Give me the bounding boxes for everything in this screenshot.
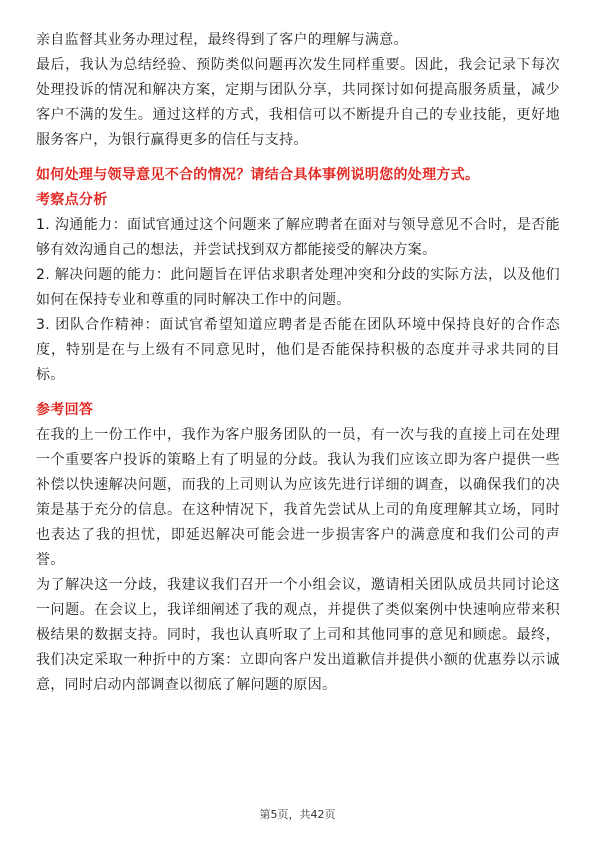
- intro-paragraph: 最后，我认为总结经验、预防类似问题再次发生同样重要。因此，我会记录下每次处理投诉的情况和解决方案，定期与团队分享，共同探讨如何提高服务质量，减少客户不满的发生。通过这样的方式，我相信可以不断提升自己的专业技能，更好地服务客户，为银行赢得更多的信任与支持。: [36, 57, 560, 148]
- answer-paragraph: 在我的上一份工作中，我作为客户服务团队的一员，有一次与我的直接上司在处理一个重要客户投诉的策略上有了明显的分歧。我认为我们应该立即为客户提供一些补偿以快速解决问题，而我的上司则认为应该先进行详细的调查，以确保我们的决策是基于充分的信息。在这种情况下，我首先尝试从上司的角度理解其立场，同时也表达了我的担忧，即延迟解决可能会进一步损害客户的满意度和我们公司的声誉。: [36, 427, 560, 568]
- page-footer: 第5页，共42页: [259, 808, 336, 821]
- intro-paragraph: 亲自监督其业务办理过程，最终得到了客户的理解与满意。: [36, 32, 408, 48]
- analysis-item: 2. 解决问题的能力：此问题旨在评估求职者处理冲突和分歧的实际方法，以及他们如何在保持专业和尊重的同时解决工作中的问题。: [36, 267, 560, 308]
- analysis-heading: 考察点分析: [36, 192, 108, 208]
- answer-paragraph: 为了解决这一分歧，我建议我们召开一个小组会议，邀请相关团队成员共同讨论这一问题。在会议上，我详细阐述了我的观点，并提供了类似案例中快速响应带来积极结果的数据支持。同时，我也认真听取了上司和其他同事的意见和顾虑。最终，我们决定采取一种折中的方案：立即向客户发出道歉信并提供小额的优惠券以示诚意，同时启动内部调查以彻底了解问题的原因。: [36, 577, 560, 693]
- document-page: [36, 28, 560, 698]
- answer-heading: 参考回答: [36, 402, 94, 418]
- question-heading: 如何处理与领导意见不合的情况？请结合具体事例说明您的处理方式。: [36, 167, 480, 183]
- analysis-item: 1. 沟通能力：面试官通过这个问题来了解应聘者在面对与领导意见不合时，是否能够有效沟通自己的想法，并尝试找到双方都能接受的解决方案。: [36, 217, 560, 258]
- analysis-item: 3. 团队合作精神：面试官希望知道应聘者是否能在团队环境中保持良好的合作态度，特别是在与上级有不同意见时，他们是否能保持积极的态度并寻求共同的目标。: [36, 317, 560, 383]
